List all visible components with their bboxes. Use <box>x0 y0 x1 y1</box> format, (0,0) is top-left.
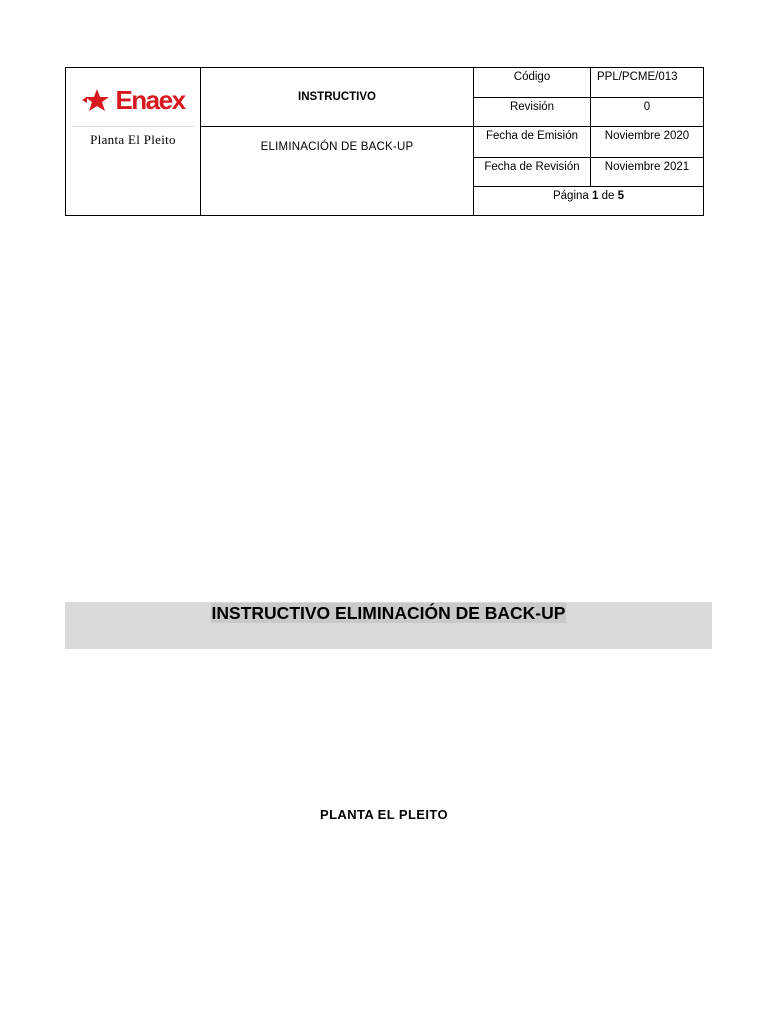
code-value: PPL/PCME/013 <box>591 68 704 98</box>
document-type: INSTRUCTIVO <box>201 68 474 127</box>
issue-date-value: Noviembre 2020 <box>591 127 704 157</box>
revision-value: 0 <box>591 98 704 127</box>
issue-date-label: Fecha de Emisión <box>474 127 591 157</box>
page-separator: de <box>601 189 615 202</box>
logo-cell <box>66 68 201 216</box>
enaex-logo <box>72 74 194 127</box>
code-label: Código <box>474 68 591 98</box>
logo-wordmark: Enaex <box>115 84 185 115</box>
review-date-label: Fecha de Revisión <box>474 157 591 186</box>
title-banner <box>65 602 712 649</box>
revision-label: Revisión <box>474 98 591 127</box>
document-header-table <box>65 67 704 216</box>
banner-title <box>65 602 712 624</box>
page-total: 5 <box>617 189 625 202</box>
plant-footer: PLANTA EL PLEITO <box>320 807 448 822</box>
plant-name: Planta El Pleito <box>90 132 176 147</box>
page-prefix: Página <box>552 189 589 202</box>
review-date-value: Noviembre 2021 <box>591 157 704 186</box>
page-number <box>474 186 704 215</box>
document-subject: ELIMINACIÓN DE BACK-UP <box>201 127 474 216</box>
page-current: 1 <box>592 189 599 202</box>
banner-title-text: INSTRUCTIVO ELIMINACIÓN DE BACK-UP <box>211 603 566 623</box>
enaex-star-icon <box>81 88 111 112</box>
